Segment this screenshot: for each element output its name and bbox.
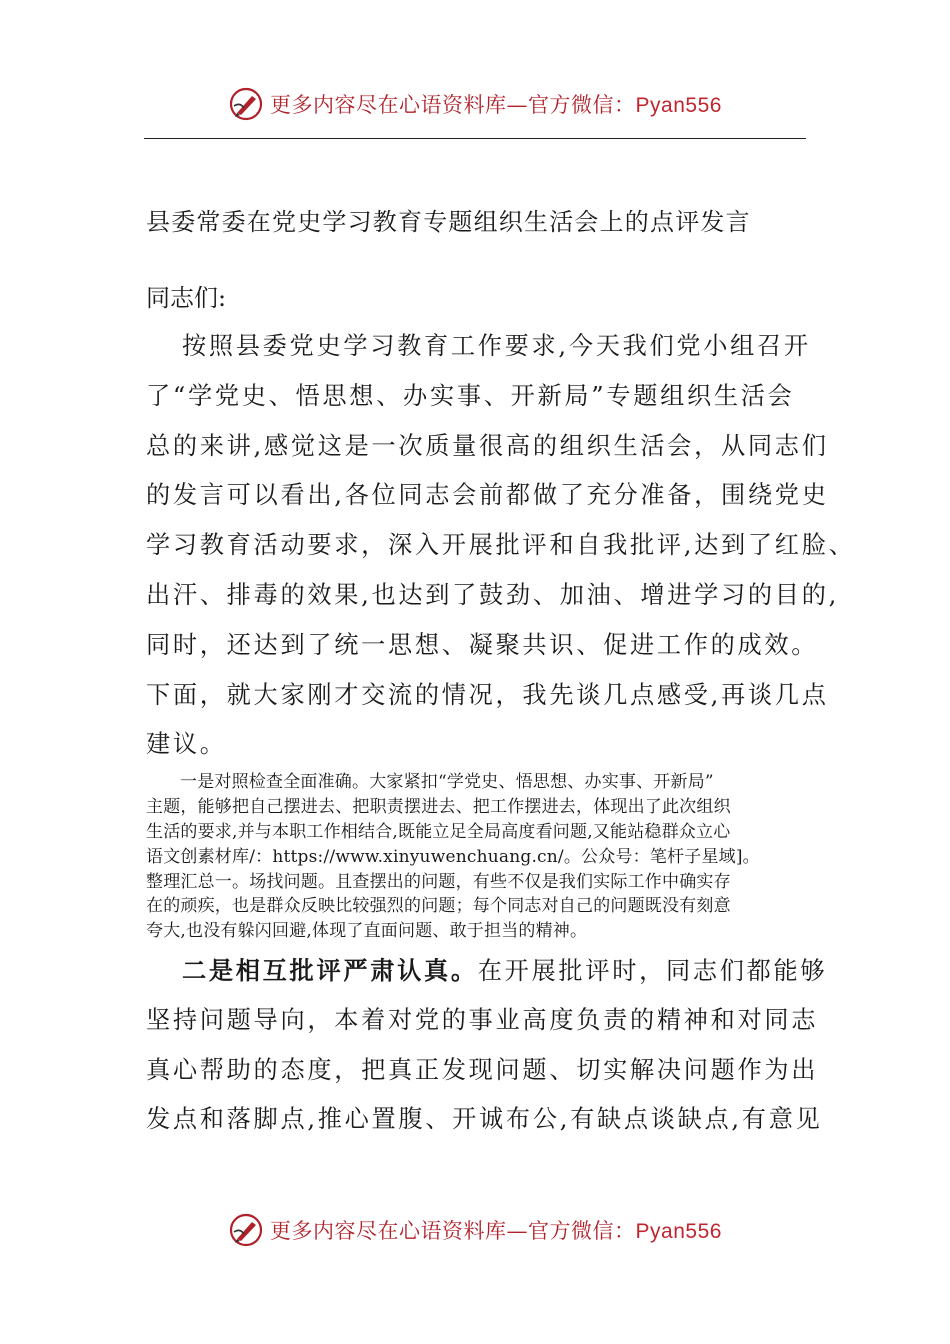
paragraph-intro — [146, 322, 856, 770]
text-line: 下面，就大家刚才交流的情况，我先谈几点感受,再谈几点 — [146, 680, 829, 709]
paragraph-point-one — [146, 770, 810, 944]
text-line: 总的来讲,感觉这是一次质量很高的组织生活会，从同志们 — [146, 431, 829, 460]
footer-banner-text: 更多内容尽在心语资料库—官方微信：Pyan556 — [270, 1219, 722, 1243]
text-line: 在的顽疾，也是群众反映比较强烈的问题；每个同志对自己的问题既没有刻意 — [146, 896, 731, 917]
pen-logo-icon — [228, 1212, 264, 1248]
text-line: 了“学党史、悟思想、办实事、开新局”专题组织生活会 — [146, 381, 795, 410]
text-line — [146, 946, 828, 996]
text-line: 按照县委党史学习教育工作要求,今天我们党小组召开 — [182, 332, 811, 360]
text-segment: 在开展批评时，同志们都能够 — [477, 957, 828, 985]
text-line: 语文创素材库/：https://www.xinyuwenchuang.cn/。公众号：笔杆子星域]。 — [146, 846, 760, 867]
text-line: 学习教育活动要求，深入开展批评和自我批评,达到了红脸、 — [146, 531, 856, 560]
footer-banner — [0, 1210, 950, 1250]
text-line: 一是对照检查全面准确。大家紧扣“学党史、悟思想、办实事、开新局” — [180, 772, 714, 792]
text-line: 的发言可以看出,各位同志会前都做了充分准备，围绕党史 — [146, 481, 829, 510]
text-line: 整理汇总一。场找问题。且查摆出的问题，有些不仅是我们实际工作中确实存 — [146, 871, 731, 892]
pen-logo-icon — [228, 86, 264, 122]
text-line: 坚持问题导向，本着对党的事业高度负责的精神和对同志 — [146, 1005, 819, 1034]
text-line: 同时，还达到了统一思想、凝聚共识、促进工作的成效。 — [146, 630, 819, 659]
text-line: 建议。 — [146, 730, 227, 759]
text-line: 主题，能够把自己摆进去、把职责摆进去、把工作摆进去，体现出了此次组织 — [146, 796, 731, 817]
greeting: 同志们: — [146, 284, 227, 312]
paragraph-point-two — [146, 946, 828, 1145]
text-line: 夸大,也没有躲闪回避,体现了直面问题、敢于担当的精神。 — [146, 921, 588, 942]
text-line: 发点和落脚点,推心置腹、开诚布公,有缺点谈缺点,有意见 — [146, 1105, 823, 1134]
text-line: 真心帮助的态度，把真正发现问题、切实解决问题作为出 — [146, 1055, 819, 1084]
header-banner-text: 更多内容尽在心语资料库—官方微信：Pyan556 — [270, 93, 722, 117]
header-banner — [0, 84, 950, 124]
text-line: 生活的要求,并与本职工作相结合,既能立足全局高度看问题,又能站稳群众立心 — [146, 821, 731, 842]
text-line: 出汗、排毒的效果,也达到了鼓劲、加油、增进学习的目的, — [146, 580, 839, 609]
point-two-heading: 二是相互批评严肃认真。 — [182, 956, 478, 985]
document-title: 县委常委在党史学习教育专题组织生活会上的点评发言 — [146, 208, 751, 236]
header-divider — [144, 138, 806, 139]
